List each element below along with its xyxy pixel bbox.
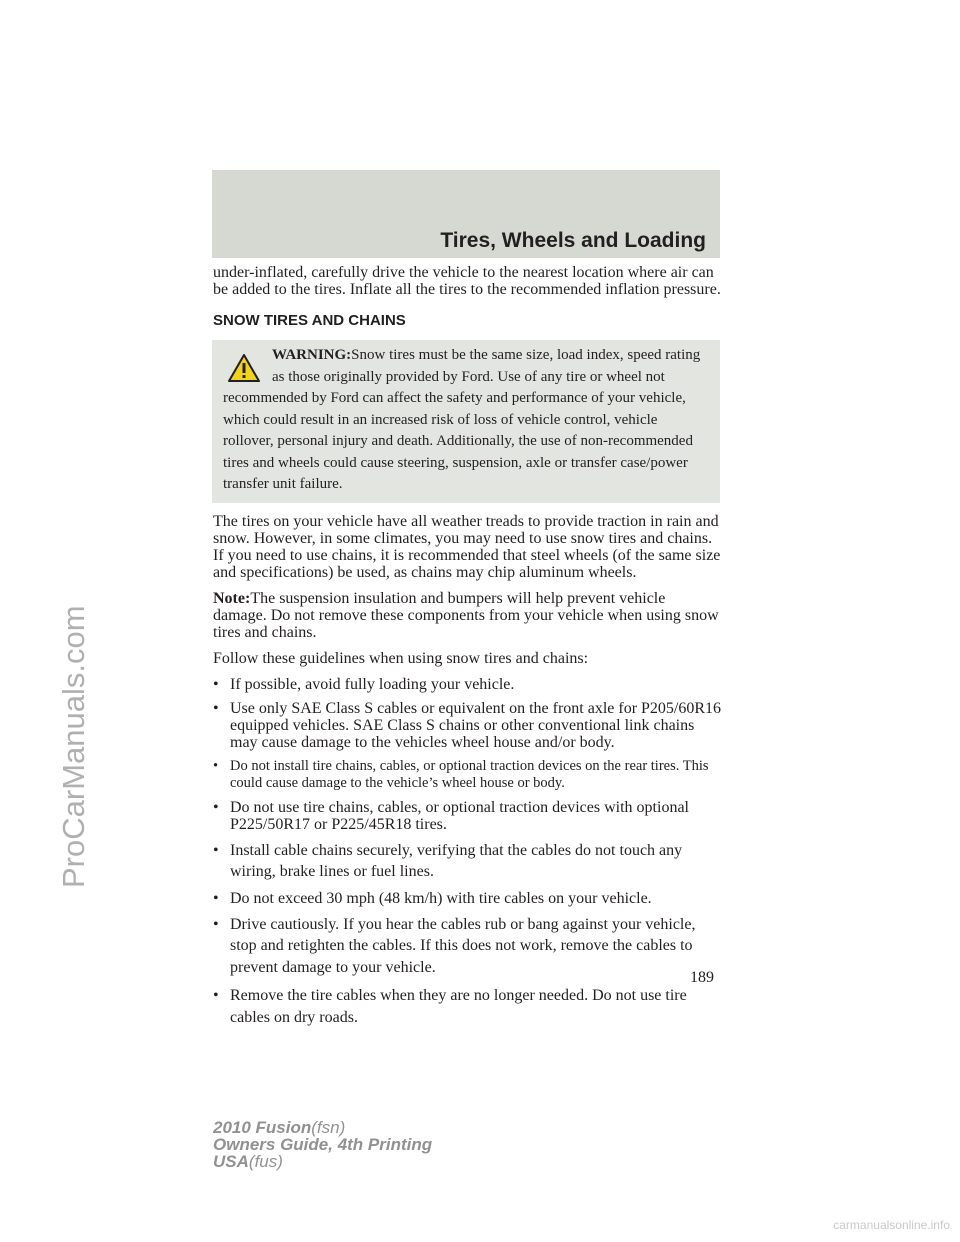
section-heading: SNOW TIRES AND CHAINS [213,312,406,329]
list-item-text: Remove the tire cables when they are no longer needed. Do not use tire cables on dry roads. [230,987,687,1026]
section-header-band [212,170,720,258]
guidelines-intro: Follow these guidelines when using snow tires and chains: [213,649,589,667]
intro-paragraph: under-inflated, carefully drive the vehicle to the nearest location where air can be added to the tires. Inflate all the tires to the recommended inflation pressure. [213,264,721,298]
list-item-text: Use only SAE Class S cables or equivalent on the front axle for P205/60R16 equipped vehicles. SAE Class S chains or other conventional link chains may cause damage to the vehicles wheel house and/or body. [230,699,722,751]
list-item-text: If possible, avoid fully loading your vehicle. [230,675,515,693]
bullet-glyph: • [213,757,219,774]
bullet-glyph: • [213,889,219,907]
footer-model-code: (fsn) [311,1118,346,1137]
list-item [213,985,723,1028]
list-item [213,914,723,979]
bullet-glyph: • [213,915,219,933]
warning-text: Snow tires must be the same size, load index, speed rating as those originally provided by Ford. Use of any tire or wheel not recommended by Ford can affect the safety and performance of your vehicle, which could result in an increased risk of loss of vehicle control, vehicle rollover, personal injury and death. Additionally, the use of non-recommended tires and wheels could cause steering, suspension, axle or transfer case/power transfer unit failure. [223,347,701,492]
list-item [213,890,723,907]
footer-model: 2010 Fusion [213,1118,312,1137]
note-label: Note: [213,589,251,607]
list-item-text: Do not use tire chains, cables, or optional traction devices with optional P225/50R17 or P225/45R18 tires. [230,798,689,833]
watermark: ProCarManuals.com [56,605,91,888]
warning-label: WARNING: [272,347,352,363]
list-item [213,700,723,751]
note-paragraph [213,590,723,641]
bullet-glyph: • [213,987,219,1004]
page-number: 189 [690,969,714,986]
bullet-glyph: • [213,798,219,816]
warning-triangle-icon [227,353,261,383]
guidelines-list [213,676,723,1029]
list-item-text: Do not install tire chains, cables, or optional traction devices on the rear tires. This could cause damage to the vehicle’s wheel house or body. [230,757,709,791]
footer [213,1119,432,1170]
list-item-text: Do not exceed 30 mph (48 km/h) with tire cables on your vehicle. [230,889,652,907]
list-item [213,799,723,833]
list-item [213,758,723,792]
list-item [213,676,723,693]
list-item [213,840,723,883]
site-watermark: carmanualsonline.info [833,1218,950,1232]
body-paragraph: The tires on your vehicle have all weather treads to provide traction in rain and snow. However, in some climates, you may need to use snow tires and chains. If you need to use chains, it is recommended that steel wheels (of the same size and specifications) be used, as chains may chip aluminum wheels. [213,512,721,581]
footer-market: USA [213,1152,249,1171]
list-item-text: Install cable chains securely, verifying that the cables do not touch any wiring, brake lines or fuel lines. [230,841,683,880]
section-title: Tires, Wheels and Loading [440,229,706,252]
warning-box [212,340,720,503]
list-item-text: Drive cautiously. If you hear the cables rub or bang against your vehicle, stop and retighten the cables. If this does not work, remove the cables to prevent damage to your vehicle. [230,915,696,976]
bullet-glyph: • [213,675,219,693]
page-content [213,264,723,1035]
footer-guide: Owners Guide, 4th Printing [213,1135,433,1154]
note-text: The suspension insulation and bumpers will help prevent vehicle damage. Do not remove these components from your vehicle when using snow tires and chains. [213,589,719,641]
footer-market-code: (fus) [248,1152,283,1171]
bullet-glyph: • [213,699,219,717]
bullet-glyph: • [213,841,219,859]
